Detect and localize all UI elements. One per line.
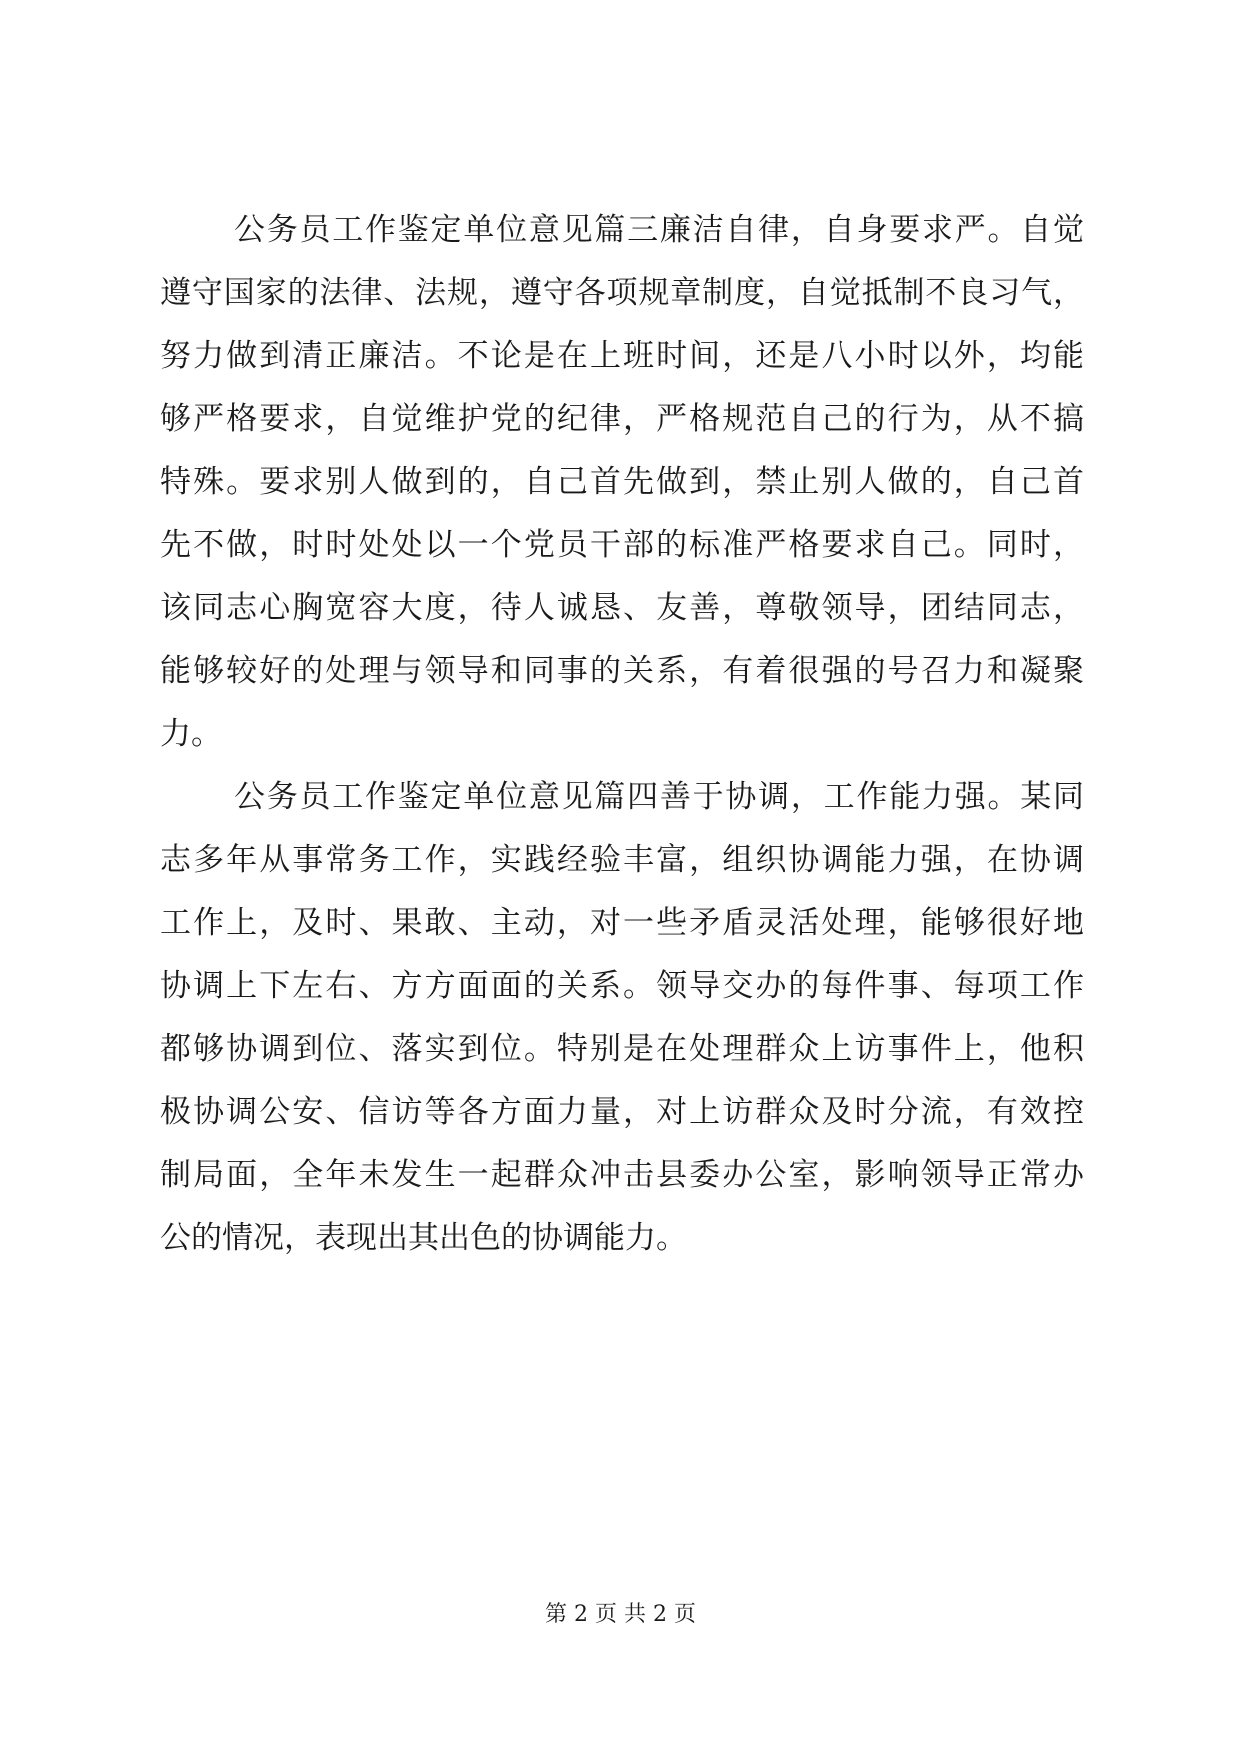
page-number-footer: 第 2 页 共 2 页 — [545, 1602, 696, 1627]
paragraph-line: 都够协调到位、落实到位。特别是在处理群众上访事件上，他积 — [160, 1031, 1084, 1067]
paragraph-line: 制局面，全年未发生一起群众冲击县委办公室，影响领导正常办 — [160, 1157, 1084, 1193]
paragraph-line: 工作上，及时、果敢、主动，对一些矛盾灵活处理，能够很好地 — [160, 905, 1084, 941]
paragraph-line: 极协调公安、信访等各方面力量，对上访群众及时分流，有效控 — [160, 1094, 1084, 1130]
paragraph-2 — [160, 766, 1084, 1270]
paragraph-line: 力。 — [160, 716, 222, 752]
paragraph-line: 特殊。要求别人做到的，自己首先做到，禁止别人做的，自己首 — [160, 464, 1084, 500]
paragraph-line: 公务员工作鉴定单位意见篇三廉洁自律，自身要求严。自觉 — [234, 212, 1084, 248]
paragraph-line: 公的情况，表现出其出色的协调能力。 — [160, 1220, 687, 1256]
paragraph-line: 遵守国家的法律、法规，遵守各项规章制度，自觉抵制不良习气， — [160, 275, 1084, 311]
paragraph-line: 能够较好的处理与领导和同事的关系，有着很强的号召力和凝聚 — [160, 653, 1084, 689]
paragraph-line: 努力做到清正廉洁。不论是在上班时间，还是八小时以外，均能 — [160, 338, 1084, 374]
paragraph-line: 该同志心胸宽容大度，待人诚恳、友善，尊敬领导，团结同志， — [160, 590, 1084, 626]
paragraph-line: 协调上下左右、方方面面的关系。领导交办的每件事、每项工作 — [160, 968, 1084, 1004]
paragraph-line: 公务员工作鉴定单位意见篇四善于协调，工作能力强。某同 — [234, 779, 1084, 815]
paragraph-line: 够严格要求，自觉维护党的纪律，严格规范自己的行为，从不搞 — [160, 401, 1084, 437]
document-body — [160, 199, 1084, 1270]
paragraph-line: 先不做，时时处处以一个党员干部的标准严格要求自己。同时， — [160, 527, 1084, 563]
paragraph-line: 志多年从事常务工作，实践经验丰富，组织协调能力强，在协调 — [160, 842, 1084, 878]
paragraph-1 — [160, 199, 1084, 766]
